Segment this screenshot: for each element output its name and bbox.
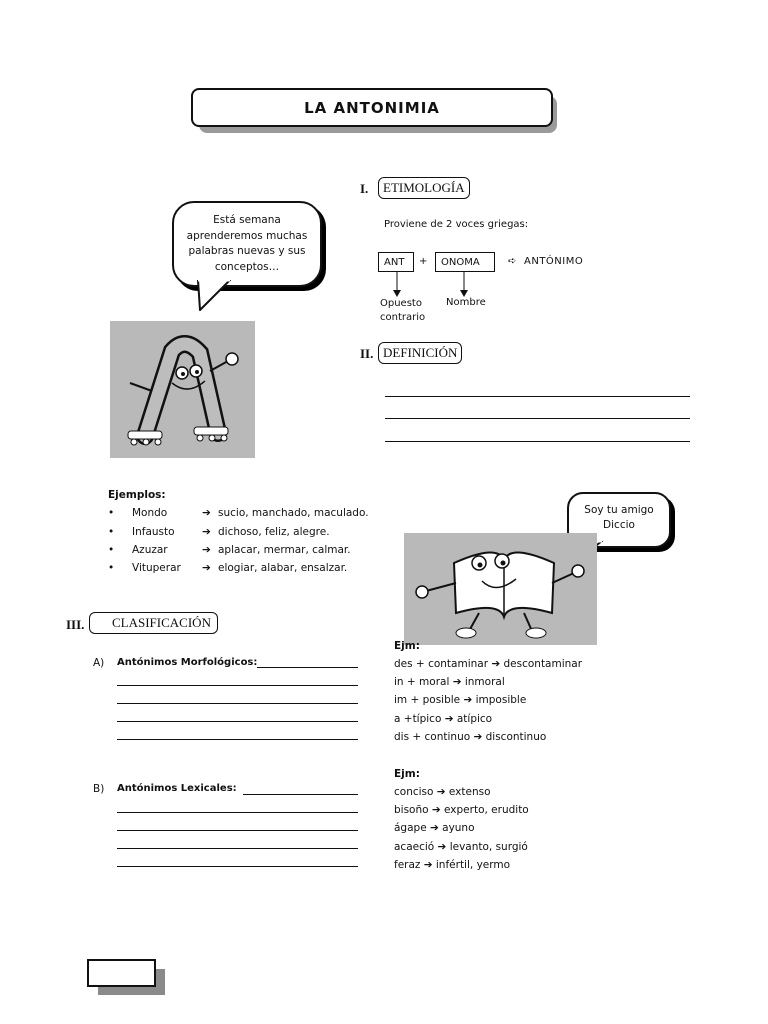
ejm2-item: feraz ➔ infértil, yermo — [394, 859, 511, 871]
meaning-nombre: Nombre — [446, 297, 486, 308]
example-word: Mondo — [132, 507, 168, 519]
page-number-box — [87, 959, 156, 987]
section2-heading: DEFINICIÓN — [378, 342, 462, 364]
bubble1-tail — [192, 280, 242, 314]
letter-a-character-illustration — [110, 321, 255, 458]
ejm1-item: dis + continuo ➔ discontinuo — [394, 731, 547, 743]
answer-line — [257, 667, 358, 668]
plus-sign: + — [419, 256, 428, 267]
bubble2-line2: Diccio — [603, 519, 635, 531]
answer-line — [243, 794, 358, 795]
answer-line — [117, 739, 358, 740]
subsection-a-label: A) — [93, 657, 105, 669]
subsection-b-title: Antónimos Lexicales: — [117, 783, 237, 794]
definition-line-3 — [385, 441, 690, 442]
bubble1-line2: aprenderemos muchas — [186, 229, 308, 242]
example-word: Vituperar — [132, 562, 181, 574]
arrow-right-icon: ➔ — [202, 544, 211, 556]
meaning-opuesto-line2: contrario — [380, 312, 426, 323]
ejm1-item: in + moral ➔ inmoral — [394, 676, 505, 688]
bubble2-line1: Soy tu amigo — [584, 504, 654, 516]
section3-heading: CLASIFICACIÓN — [89, 612, 218, 634]
bubble1-line1: Está semana — [213, 214, 281, 226]
definition-line-2 — [385, 418, 690, 419]
ejm2-item: ágape ➔ ayuno — [394, 822, 475, 834]
meaning-opuesto — [380, 297, 426, 325]
bubble1-line4: conceptos… — [214, 260, 280, 273]
section1-heading: ETIMOLOGÍA — [378, 177, 470, 199]
example-antonyms: dichoso, feliz, alegre. — [218, 526, 330, 538]
ejm2-item: acaeció ➔ levanto, surgió — [394, 841, 528, 853]
dictionary-book-character-illustration — [404, 533, 597, 645]
ejm2-heading: Ejm: — [394, 768, 420, 780]
ejm2-item: conciso ➔ extenso — [394, 786, 491, 798]
arrow-right-icon: ➔ — [202, 507, 211, 519]
answer-line — [117, 703, 358, 704]
answer-line — [117, 685, 358, 686]
ejm2-item: bisoño ➔ experto, erudito — [394, 804, 529, 816]
bubble1-line3: palabras nuevas y sus — [188, 245, 306, 257]
bullet: • — [108, 544, 115, 556]
ejm1-item: im + posible ➔ imposible — [394, 694, 527, 706]
example-antonyms: aplacar, mermar, calmar. — [218, 544, 351, 556]
speech-bubble-1 — [172, 201, 322, 287]
page-title: LA ANTONIMIA — [191, 88, 553, 127]
example-antonyms: elogiar, alabar, ensalzar. — [218, 562, 348, 574]
ejm1-heading: Ejm: — [394, 640, 420, 652]
subsection-b-label: B) — [93, 783, 105, 795]
arrow-right-icon: ➔ — [202, 562, 211, 574]
answer-line — [117, 721, 358, 722]
root-onoma-box: ONOMA — [435, 252, 495, 272]
definition-line-1 — [385, 396, 690, 397]
example-word: Azuzar — [132, 544, 168, 556]
section3-numeral: III. — [66, 617, 85, 632]
book-mascot-icon — [404, 533, 597, 645]
ejm1-item: a +típico ➔ atípico — [394, 713, 493, 725]
section2-numeral: II. — [360, 346, 374, 361]
hollow-arrow-icon: ➪ — [508, 256, 517, 267]
example-word: Infausto — [132, 526, 175, 538]
bullet: • — [108, 526, 115, 538]
answer-line — [117, 848, 358, 849]
result-word: ANTÓNIMO — [524, 256, 584, 267]
arrow-right-icon: ➔ — [202, 526, 211, 538]
letter-a-mascot-icon — [110, 321, 255, 458]
meaning-opuesto-line1: Opuesto — [380, 298, 422, 309]
ejm1-item: des + contaminar ➔ descontaminar — [394, 658, 583, 670]
example-antonyms: sucio, manchado, maculado. — [218, 507, 369, 519]
etymology-intro: Proviene de 2 voces griegas: — [384, 219, 529, 230]
bullet: • — [108, 507, 115, 519]
answer-line — [117, 866, 358, 867]
root-ant-box: ANT — [378, 252, 414, 272]
bullet: • — [108, 562, 115, 574]
subsection-a-title: Antónimos Morfológicos: — [117, 657, 258, 668]
section1-numeral: I. — [360, 181, 369, 196]
answer-line — [117, 812, 358, 813]
answer-line — [117, 830, 358, 831]
examples-heading: Ejemplos: — [108, 489, 166, 501]
down-arrows-icon — [390, 272, 480, 298]
